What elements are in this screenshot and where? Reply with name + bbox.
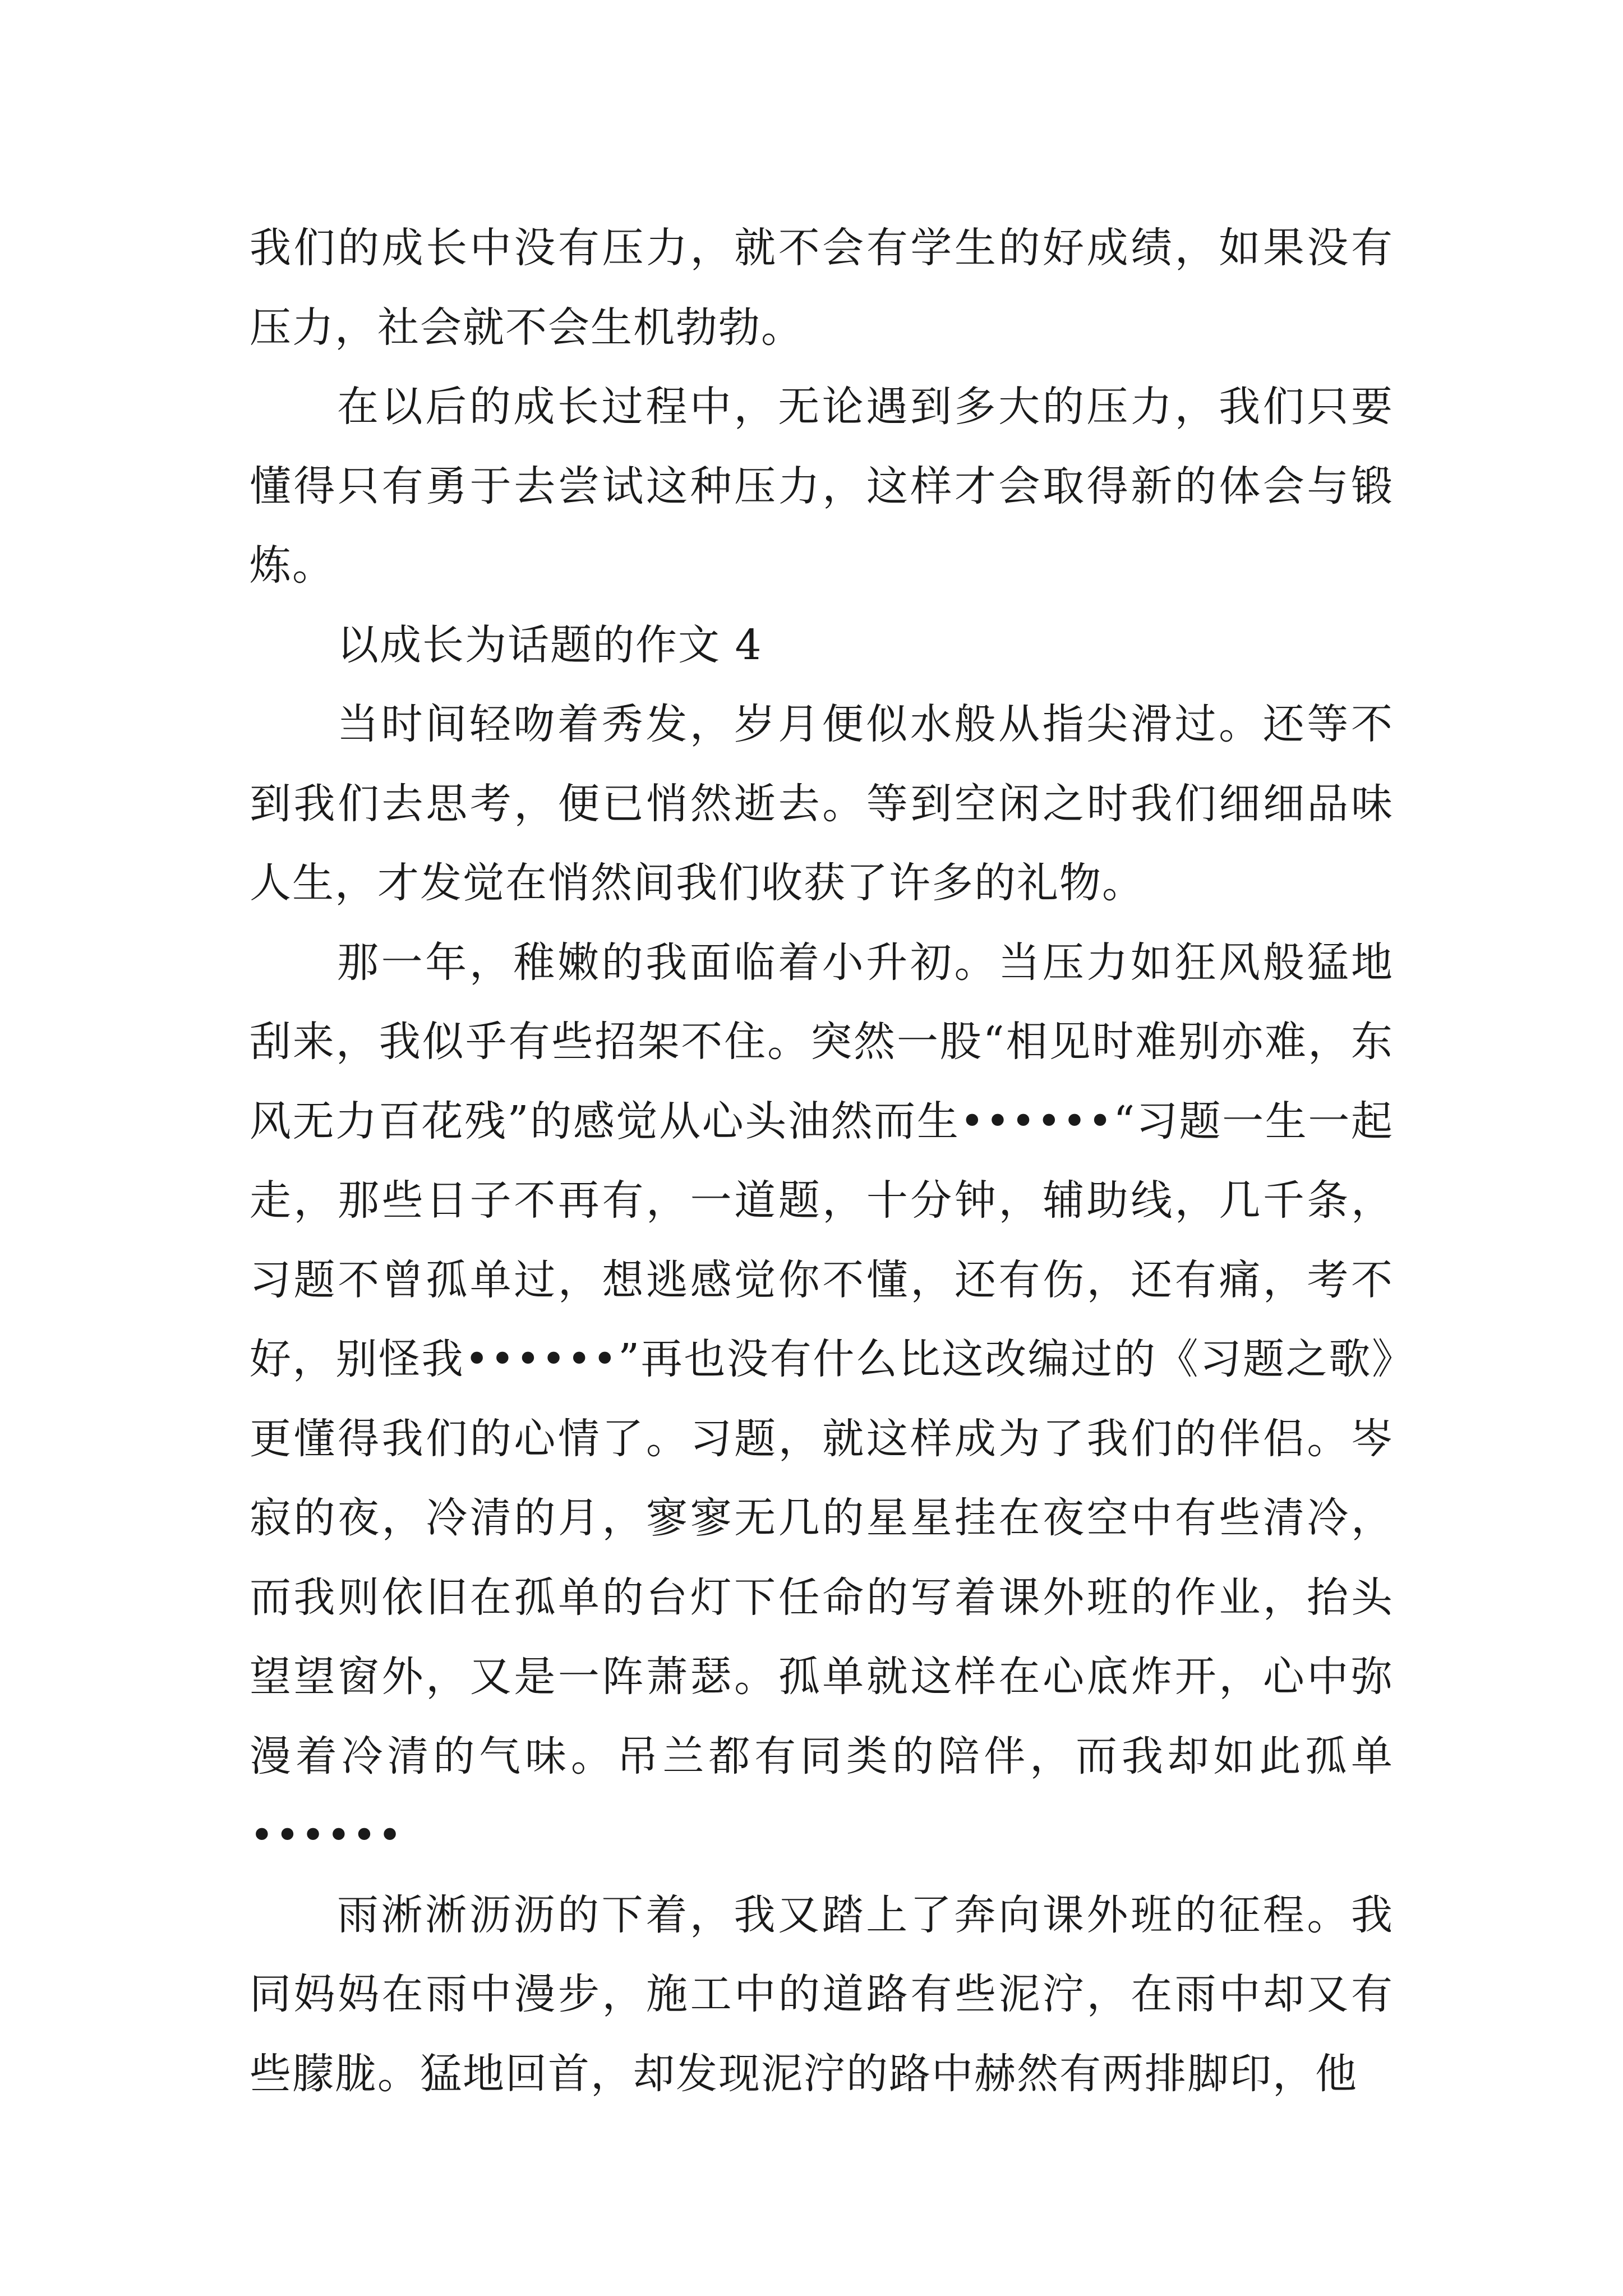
paragraph-2: 在以后的成长过程中，无论遇到多大的压力，我们只要懂得只有勇于去尝试这种压力，这样才会取得新的体会与锻炼。: [250, 383, 1394, 590]
paragraph-4: 那一年，稚嫩的我面临着小升初。当压力如狂风般猛地刮来，我似乎有些招架不住。突然一股“相见时难别亦难，东风无力百花残”的感觉从心头油然而生••••••“习题一生一起走，那些日子不再有，一道题，十分钟，辅助线，几千条，习题不曾孤单过，想逃感觉你不懂，还有伤，还有痛，考不好，别怪我••••••”再也没有什么比这改编过的《习题之歌》更懂得我们的心情了。习题，就这样成为了我们的伴侣。岑寂的夜，冷清的月，寥寥无几的星星挂在夜空中有些清冷，而我则依旧在孤单的台灯下任命的写着课外班的作业，抬头望望窗外，又是一阵萧瑟。孤单就这样在心底炸开，心中弥漫着冷清的气味。吊兰都有同类的陪伴，而我却如此孤单••••••: [250, 938, 1394, 1860]
section-heading: 以成长为话题的作文 4: [337, 620, 763, 669]
paragraph-3: 当时间轻吻着秀发，岁月便似水般从指尖滑过。还等不到我们去思考，便已悄然逝去。等到空闲之时我们细细品味人生，才发觉在悄然间我们收获了许多的礼物。: [250, 700, 1394, 907]
paragraph-5: 雨淅淅沥沥的下着，我又踏上了奔向课外班的征程。我同妈妈在雨中漫步，施工中的道路有些泥泞，在雨中却又有些朦胧。猛地回首，却发现泥泞的路中赫然有两排脚印，他: [250, 1890, 1394, 2098]
document-body: [250, 209, 1394, 2114]
paragraph-1: 我们的成长中没有压力，就不会有学生的好成绩，如果没有压力，社会就不会生机勃勃。: [250, 224, 1394, 352]
